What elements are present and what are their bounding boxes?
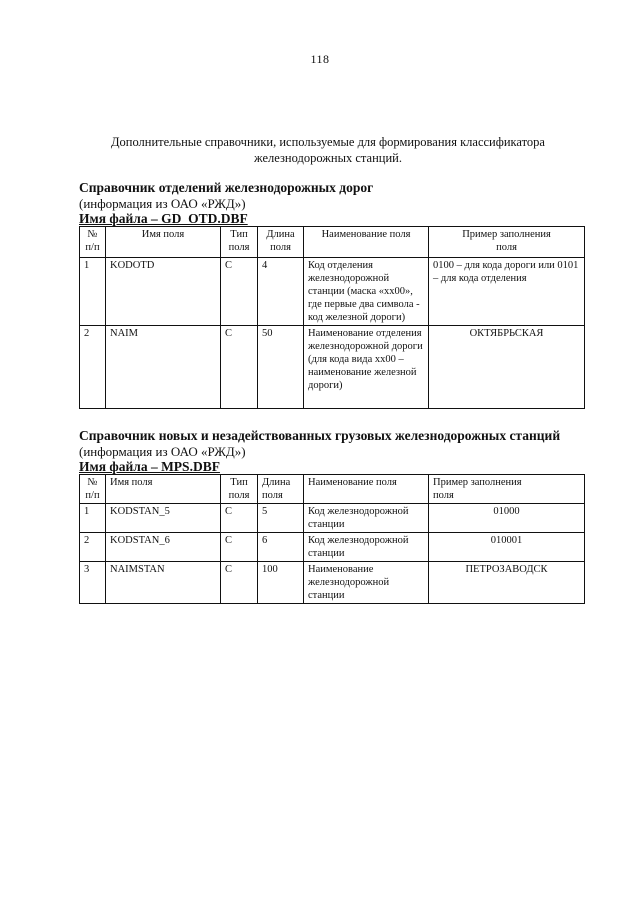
cell-description: Код отделения железнодорожной станции (маска «хх00», где первые два символа - код железной дороги) (304, 258, 429, 326)
header-example (429, 475, 585, 504)
header-type-line2: поля (228, 490, 250, 501)
header-type-line2: поля (228, 242, 250, 253)
cell-num: 1 (80, 504, 106, 533)
cell-field-name: KODSTAN_5 (106, 504, 221, 533)
cell-field-name: KODSTAN_6 (106, 533, 221, 562)
table-header-row (80, 475, 585, 504)
header-length (258, 227, 304, 258)
header-example-line1: Пример заполнения (462, 229, 551, 240)
section-title: Справочник отделений железнодорожных дорог (79, 180, 374, 195)
cell-num: 2 (80, 326, 106, 409)
table-header-row (80, 227, 585, 258)
section-file-name: Имя файла – GD_OTD.DBF (79, 211, 248, 226)
cell-num: 3 (80, 562, 106, 604)
header-example-line2: поля (496, 242, 517, 253)
section-source: (информация из ОАО «РЖД») (79, 444, 246, 459)
header-example (429, 227, 585, 258)
cell-field-name: NAIM (106, 326, 221, 409)
cell-description: Код железнодорожной станции (304, 533, 429, 562)
section-gd-otd (79, 180, 585, 409)
cell-length: 50 (258, 326, 304, 409)
header-num (80, 227, 106, 258)
header-length-line2: поля (262, 490, 283, 501)
cell-example: 010001 (429, 533, 585, 562)
section-mps (79, 428, 585, 604)
header-num-line2: п/п (85, 490, 100, 501)
cell-field-name: KODOTD (106, 258, 221, 326)
cell-num: 2 (80, 533, 106, 562)
cell-description: Наименование отделения железнодорожной дороги (для кода вида хх00 – наименование железной дороги) (304, 326, 429, 409)
intro-line-2: железнодорожных станций. (254, 151, 402, 165)
header-type (221, 227, 258, 258)
header-example-line1: Пример заполнения (433, 477, 522, 488)
cell-example: 01000 (429, 504, 585, 533)
header-type-line1: Тип (230, 229, 248, 240)
header-field-name: Имя поля (106, 475, 221, 504)
cell-type: C (221, 504, 258, 533)
cell-description: Наименование железнодорожной станции (304, 562, 429, 604)
section-file-name: Имя файла – MPS.DBF (79, 459, 220, 474)
header-length-line1: Длина (262, 477, 291, 488)
header-description: Наименование поля (304, 475, 429, 504)
section-source: (информация из ОАО «РЖД») (79, 196, 246, 211)
header-num (80, 475, 106, 504)
header-num-line2: п/п (85, 242, 100, 253)
section-title: Справочник новых и незадействованных грузовых железнодорожных станций (79, 428, 561, 443)
table-row (80, 533, 585, 562)
header-field-name: Имя поля (106, 227, 221, 258)
cell-type: C (221, 326, 258, 409)
header-length-line1: Длина (266, 229, 295, 240)
header-num-line1: № (87, 229, 98, 240)
cell-example: ПЕТРОЗАВОДСК (429, 562, 585, 604)
table-row (80, 258, 585, 326)
header-length (258, 475, 304, 504)
cell-length: 4 (258, 258, 304, 326)
table-row (80, 562, 585, 604)
cell-example: ОКТЯБРЬСКАЯ (429, 326, 585, 409)
cell-type: C (221, 258, 258, 326)
cell-type: C (221, 533, 258, 562)
intro-text (80, 134, 576, 166)
cell-field-name: NAIMSTAN (106, 562, 221, 604)
header-type (221, 475, 258, 504)
table-row (80, 326, 585, 409)
header-description: Наименование поля (304, 227, 429, 258)
fields-table (79, 226, 585, 409)
cell-description: Код железнодорожной станции (304, 504, 429, 533)
header-num-line1: № (87, 477, 98, 488)
cell-length: 100 (258, 562, 304, 604)
header-example-line2: поля (433, 490, 454, 501)
page-number: 118 (310, 52, 330, 66)
cell-length: 5 (258, 504, 304, 533)
header-length-line2: поля (270, 242, 291, 253)
cell-num: 1 (80, 258, 106, 326)
cell-length: 6 (258, 533, 304, 562)
table-row (80, 504, 585, 533)
cell-example: 0100 – для кода дороги или 0101 – для кода отделения (429, 258, 585, 326)
header-type-line1: Тип (230, 477, 248, 488)
intro-line-1: Дополнительные справочники, используемые для формирования классификатора (111, 135, 545, 149)
cell-type: C (221, 562, 258, 604)
fields-table (79, 474, 585, 604)
